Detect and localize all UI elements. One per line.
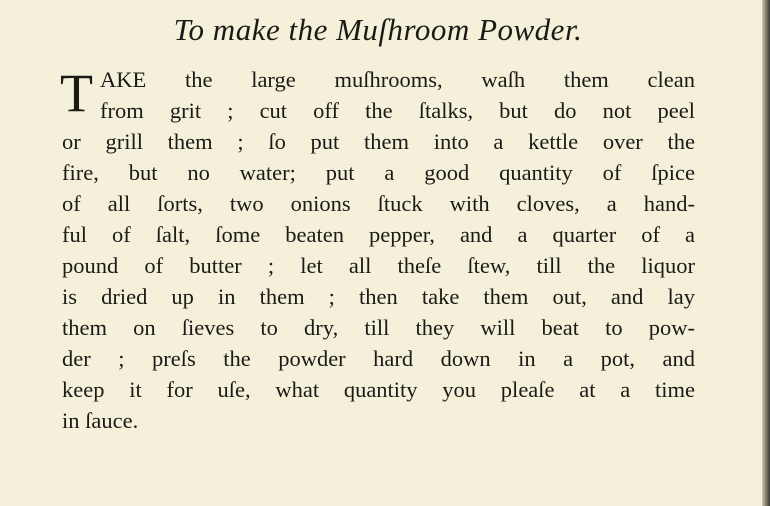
text-line: ful of ſalt, ſome beaten pepper, and a quarter of a (62, 222, 695, 247)
page-edge-shadow (762, 0, 770, 506)
text-line: of all ſorts, two onions ſtuck with cloves, a hand- (62, 191, 695, 216)
text-line: fire, but no water; put a good quantity of ſpice (62, 160, 695, 185)
drop-cap: T (60, 63, 93, 123)
text-line: der ; preſs the powder hard down in a pot, and (62, 346, 695, 371)
text-line: AKE the large muſhrooms, waſh them clean (100, 67, 695, 92)
recipe-title: To make the Muſhroom Powder. (173, 12, 583, 47)
text-line: or grill them ; ſo put them into a kettle over the (62, 129, 695, 154)
text-line: from grit ; cut off the ſtalks, but do not peel (100, 98, 695, 123)
text-line: is dried up in them ; then take them out, and lay (62, 284, 695, 309)
text-line: pound of butter ; let all theſe ſtew, till the liquor (62, 253, 695, 278)
text-line: keep it for uſe, what quantity you pleaſe at a time (62, 377, 695, 402)
text-line: in ſauce. (62, 408, 139, 433)
text-line: them on ſieves to dry, till they will beat to pow- (62, 315, 695, 340)
